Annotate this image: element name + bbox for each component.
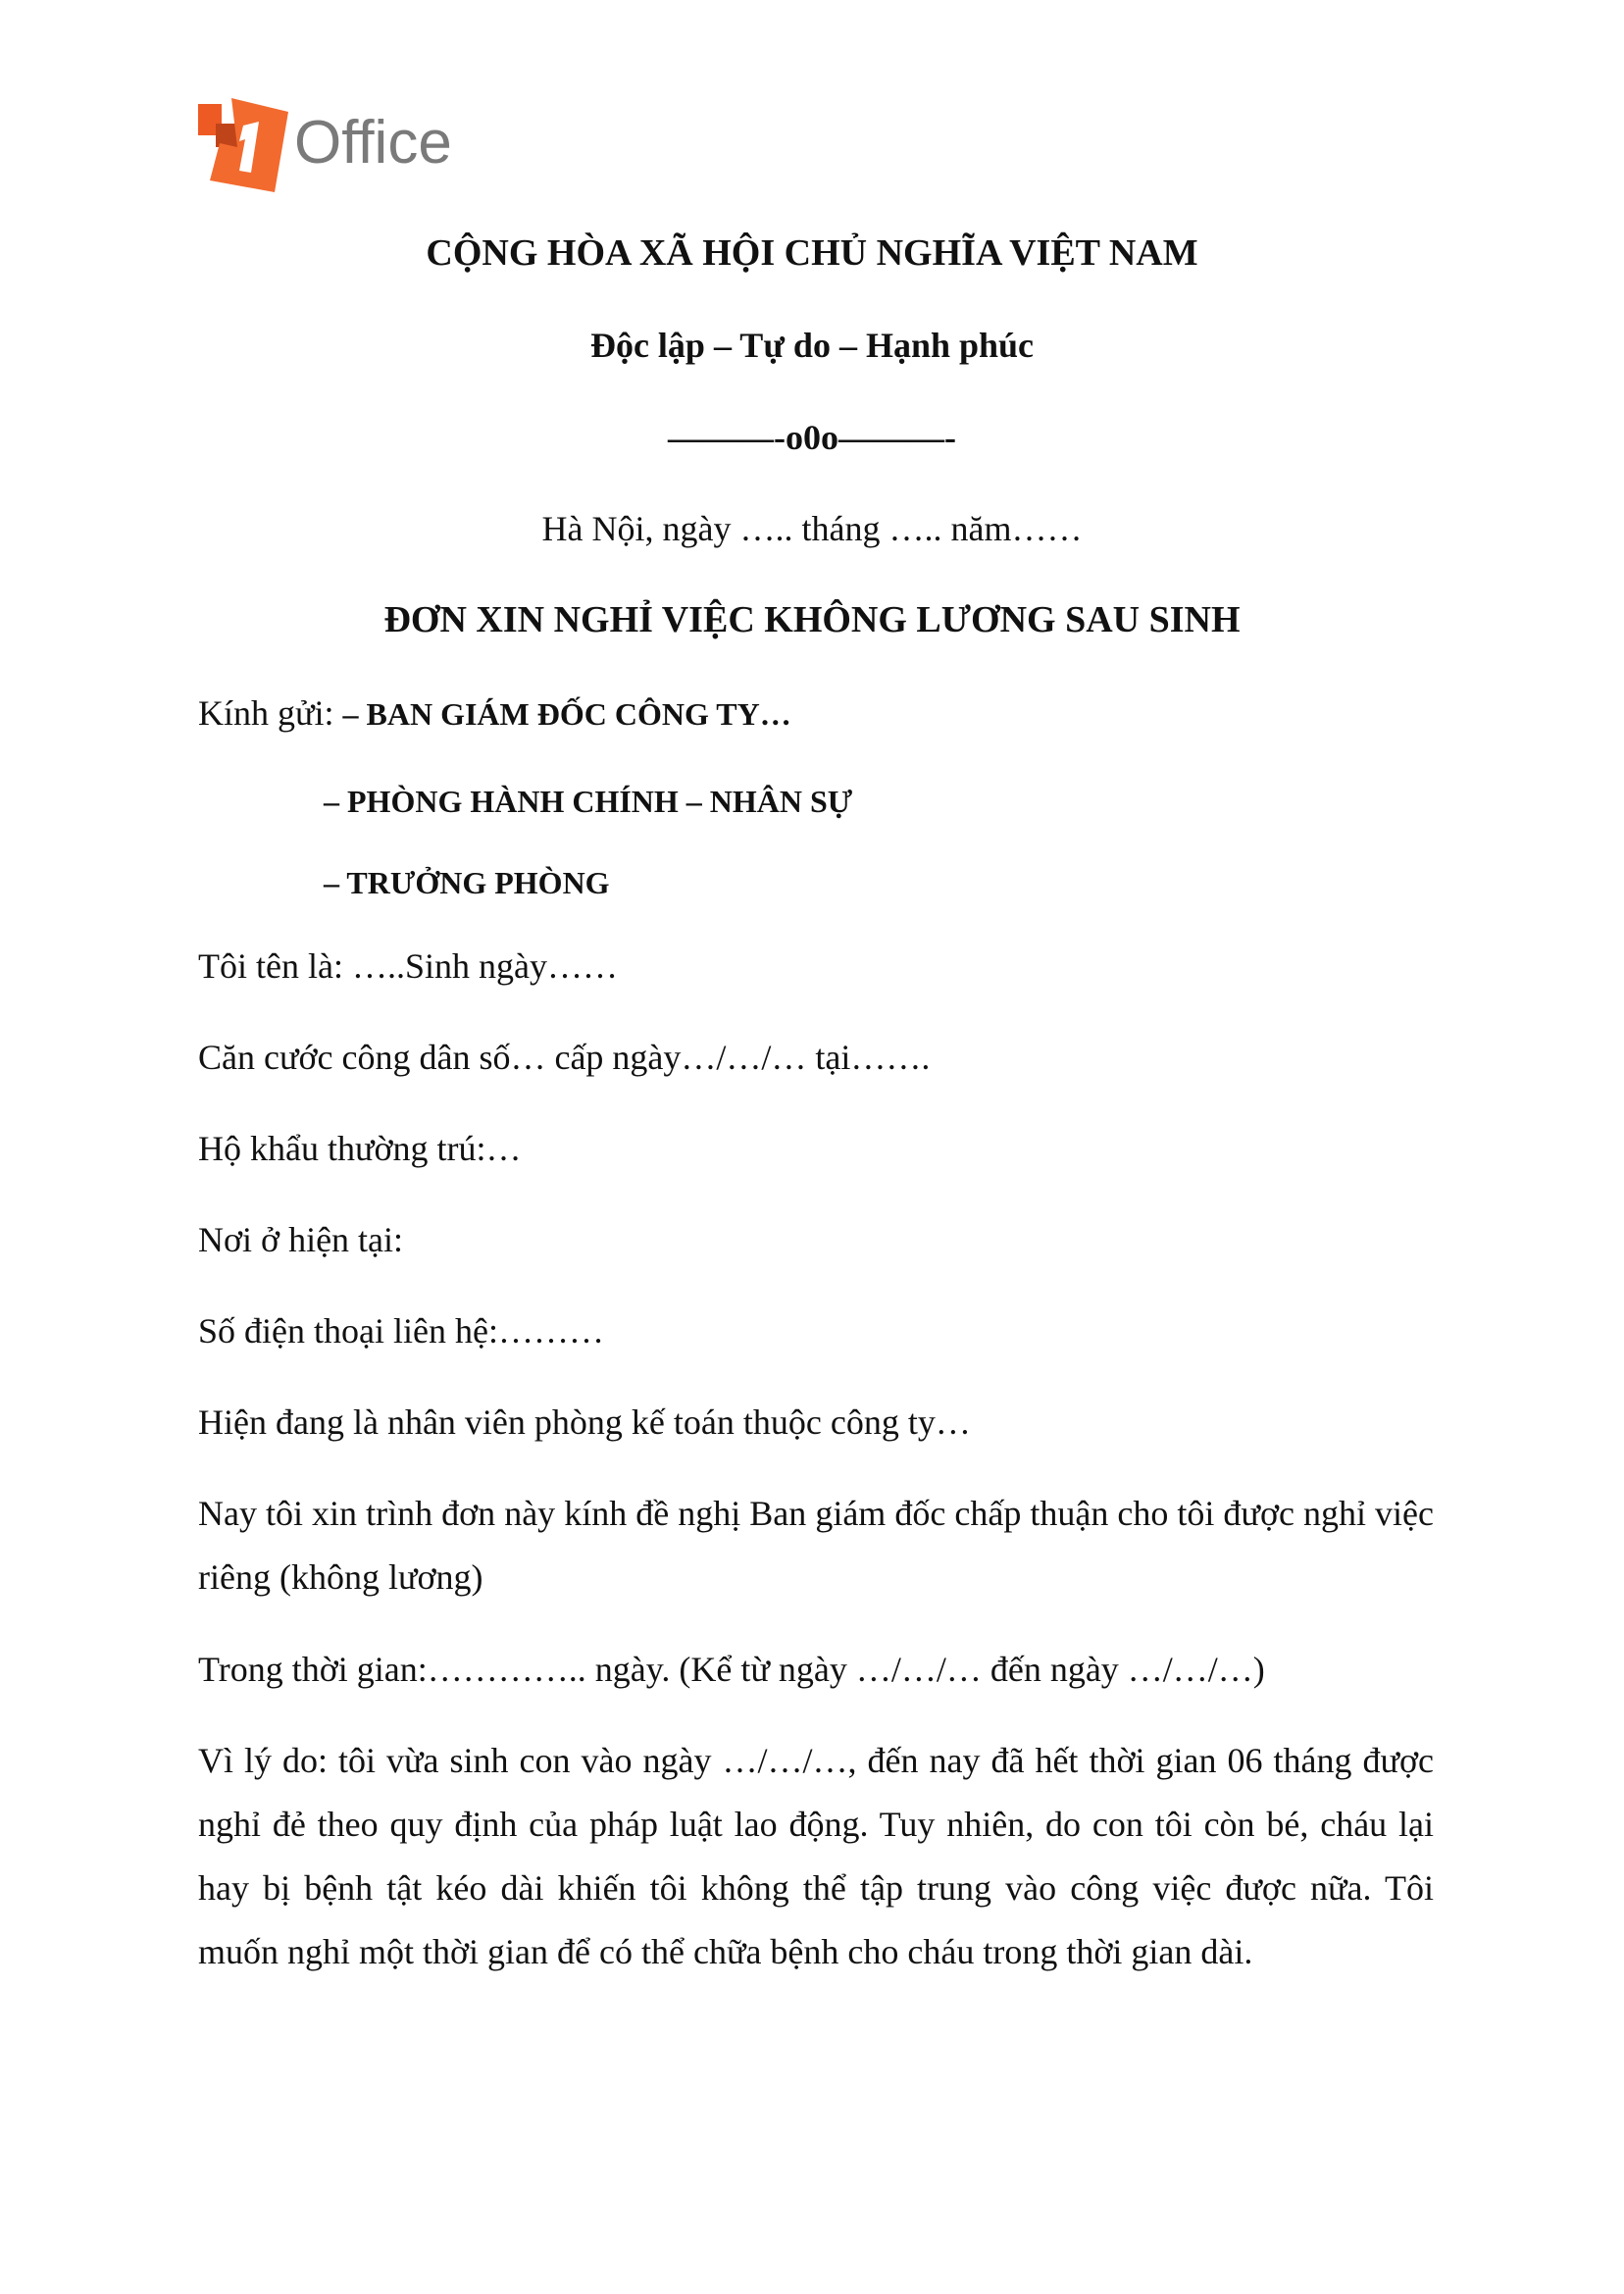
field-permanent-address: Hộ khẩu thường trú:…: [198, 1129, 522, 1168]
place-and-date: Hà Nội, ngày ….. tháng ….. năm……: [541, 509, 1083, 548]
recipient-department-head: – TRƯỞNG PHÒNG: [324, 865, 610, 900]
field-current-address: Nơi ở hiện tại:: [198, 1220, 404, 1259]
document-title: ĐƠN XIN NGHỈ VIỆC KHÔNG LƯƠNG SAU SINH: [383, 599, 1241, 640]
field-name-birthdate: Tôi tên là: …..Sinh ngày……: [198, 946, 618, 986]
recipient-board: – BAN GIÁM ĐỐC CÔNG TY…: [342, 696, 791, 732]
field-phone: Số điện thoại liên hệ:………: [198, 1311, 604, 1351]
logo-mark-icon: [198, 98, 288, 192]
logo-text: Office: [294, 109, 452, 177]
recipient-label: Kính gửi:: [198, 693, 343, 733]
recipient-hr-department: – PHÒNG HÀNH CHÍNH – NHÂN SỰ: [324, 784, 853, 819]
national-title: CỘNG HÒA XÃ HỘI CHỦ NGHĨA VIỆT NAM: [426, 232, 1198, 274]
reason-paragraph: Vì lý do: tôi vừa sinh con vào ngày …/…/…, đến nay đã hết thời gian 06 tháng được nghỉ đẻ theo quy định của pháp luật lao động. Tuy nhiên, do con tôi còn bé, cháu lại hay bị bệnh tật kéo dài khiến tôi không thể tập trung vào công việc được nữa. Tôi muốn nghỉ một thời gian để có thể chữa bệnh cho cháu trong thời gian dài.: [198, 1741, 1434, 1971]
field-position: Hiện đang là nhân viên phòng kế toán thuộc công ty…: [198, 1402, 971, 1442]
header-divider: ———-o0o———-: [668, 418, 956, 457]
field-citizen-id: Căn cước công dân số… cấp ngày…/…/… tại…….: [198, 1038, 931, 1077]
leave-duration: Trong thời gian:………….. ngày. (Kể từ ngày …/…/… đến ngày …/…/…): [198, 1650, 1265, 1689]
company-logo: [198, 98, 492, 192]
national-motto: Độc lập – Tự do – Hạnh phúc: [589, 326, 1035, 365]
request-paragraph: Nay tôi xin trình đơn này kính đề nghị Ban giám đốc chấp thuận cho tôi được nghỉ việc riêng (không lương): [198, 1494, 1434, 1597]
recipient-line: [198, 691, 791, 736]
